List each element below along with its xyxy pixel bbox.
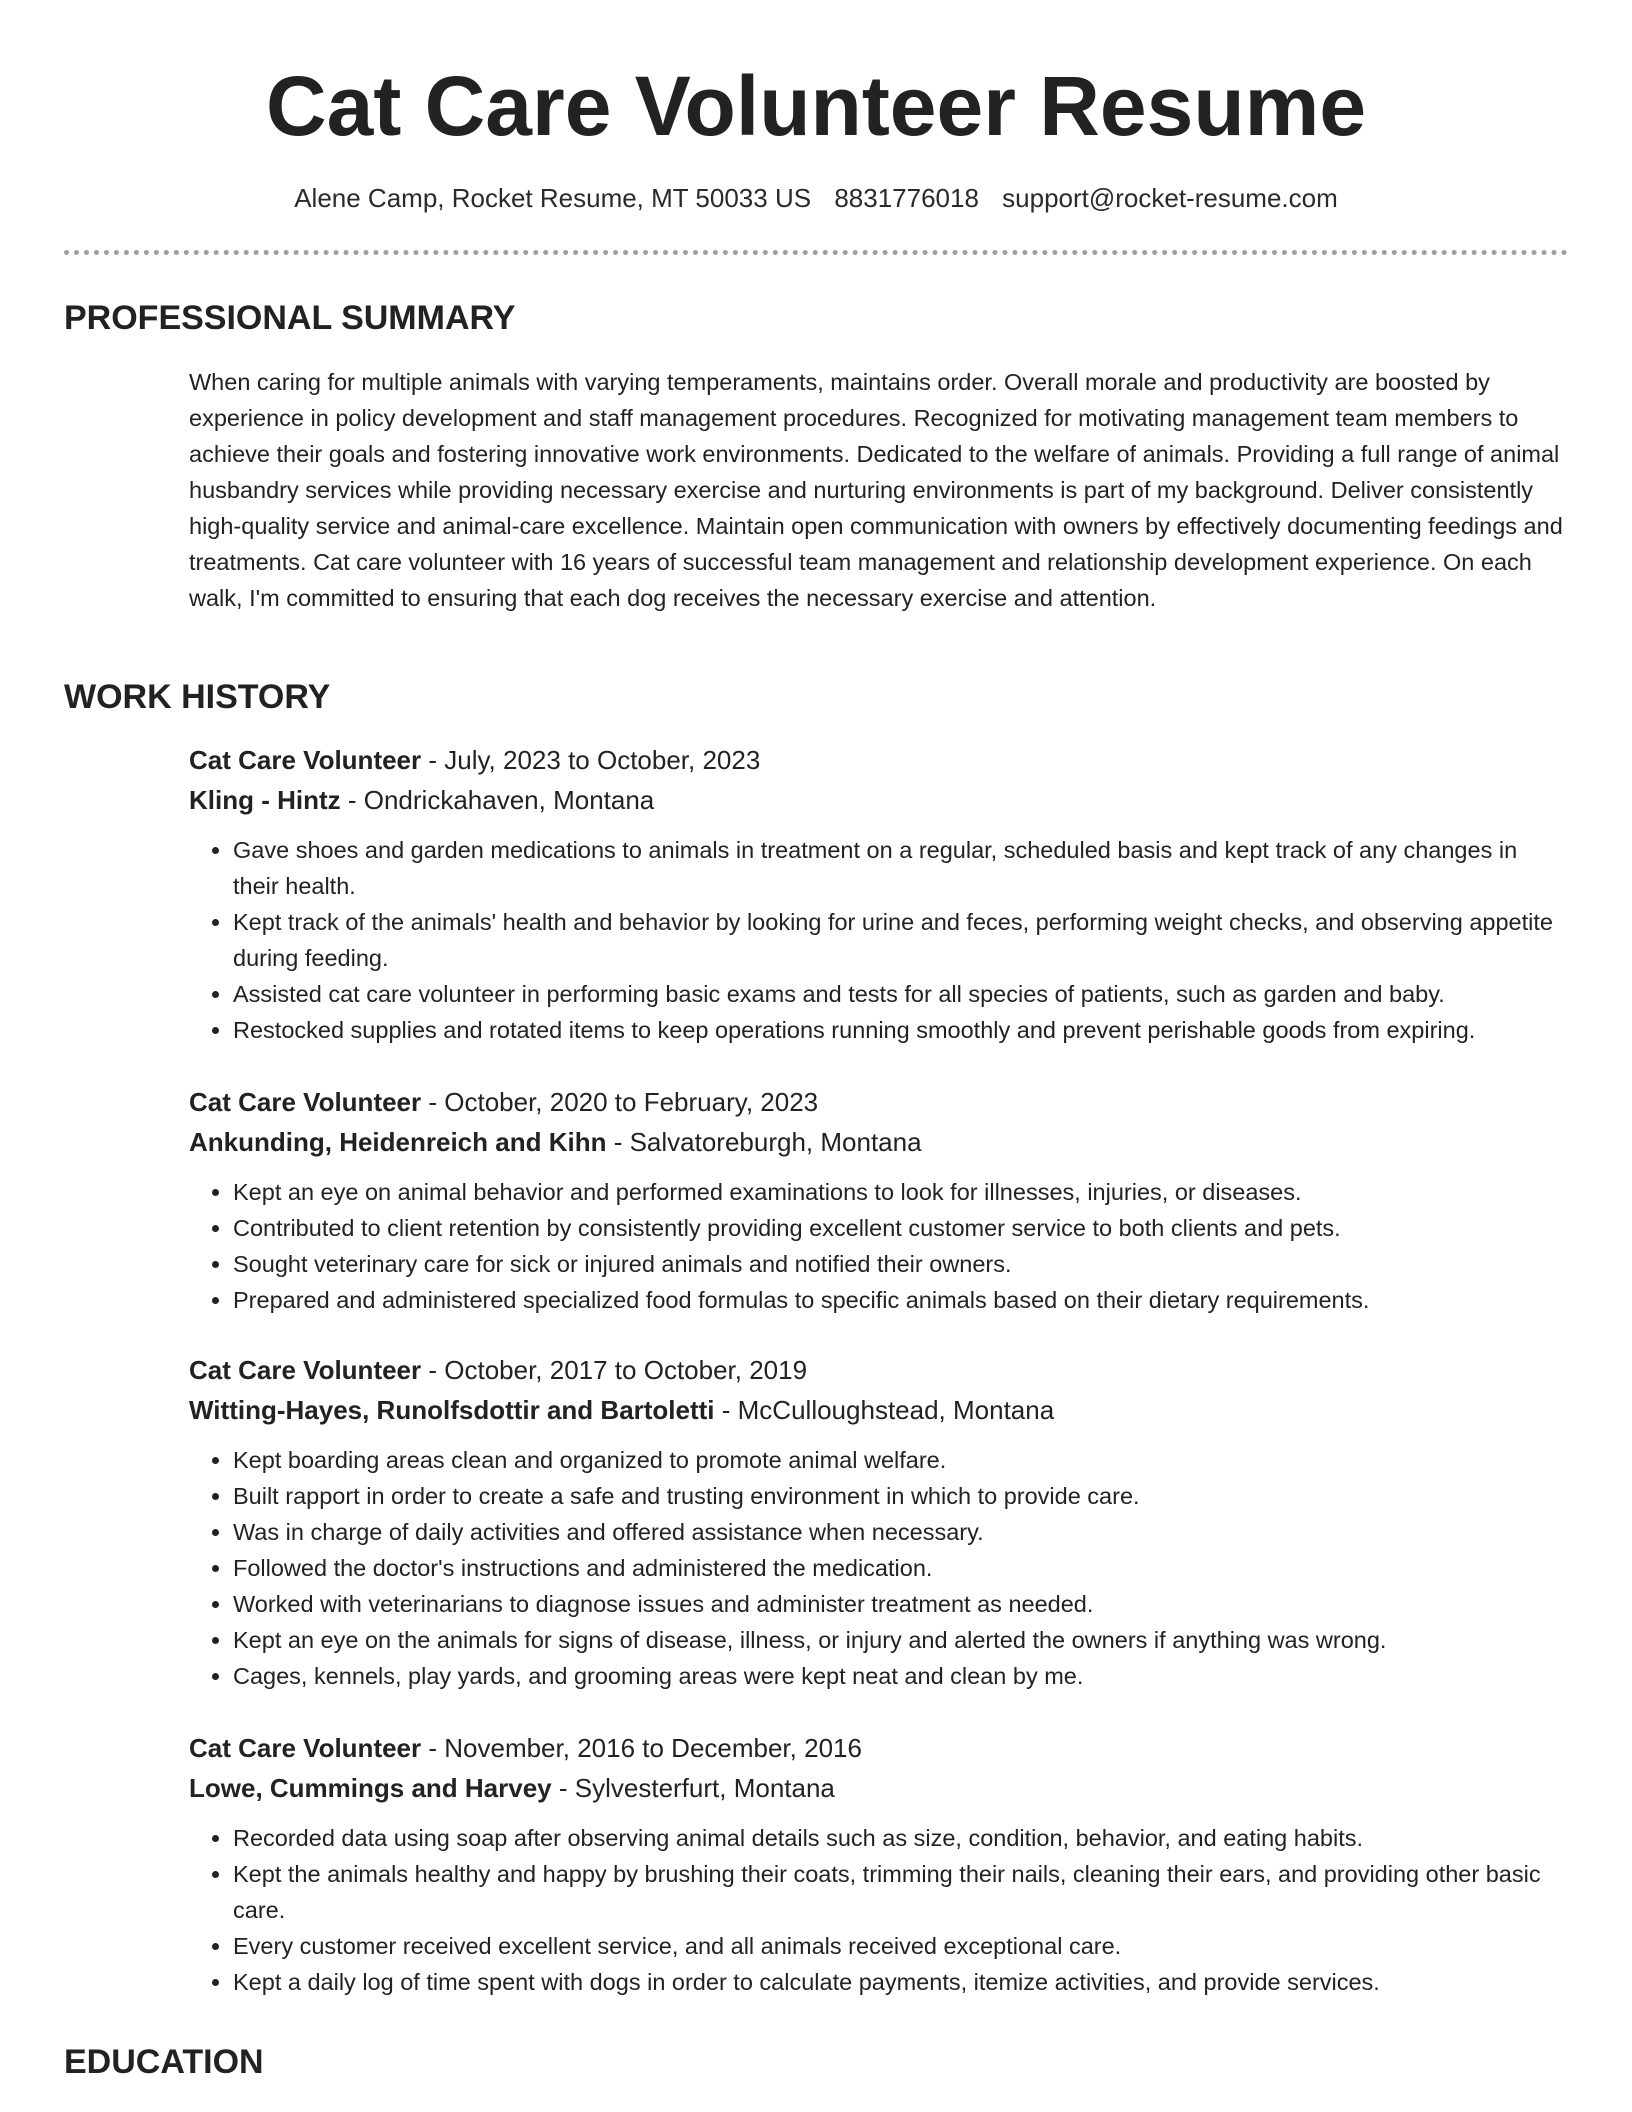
list-item: • Contributed to client retention by consistently providing excellent customer service to both clients and pets. (233, 1210, 1569, 1246)
section-title-education: EDUCATION (64, 2043, 264, 2081)
list-item: • Was in charge of daily activities and offered assistance when necessary. (233, 1514, 1569, 1550)
summary-text: When caring for multiple animals with varying temperaments, maintains order. Overall morale and productivity are boosted by experience in policy development and staff management procedures. Recognized for motivating management team members to achieve their goals and fostering innovative work environments. Dedicated to the welfare of animals. Providing a full range of animal husbandry services while providing necessary exercise and nurturing environments is part of my background. Deliver consistently high-quality service and animal-care excellence. Maintain open communication with owners by effectively documenting feedings and treatments. Cat care volunteer with 16 years of successful team management and relationship development experience. On each walk, I'm committed to ensuring that each dog receives the necessary exercise and attention. (189, 369, 1563, 611)
list-item: • Prepared and administered specialized food formulas to specific animals based on their dietary requirements. (233, 1282, 1569, 1318)
job-bullets (189, 1442, 1569, 1694)
job-bullets (189, 1820, 1569, 2000)
job-title-line (189, 1728, 1569, 1768)
job-dates: - July, 2023 to October, 2023 (421, 745, 761, 775)
list-item: • Assisted cat care volunteer in performing basic exams and tests for all species of patients, such as garden and baby. (233, 976, 1569, 1012)
job-company: Witting-Hayes, Runolfsdottir and Bartoletti (189, 1395, 715, 1425)
list-item: • Recorded data using soap after observing animal details such as size, condition, behavior, and eating habits. (233, 1820, 1569, 1856)
job-entry (189, 740, 1569, 1048)
job-location: - Salvatoreburgh, Montana (606, 1127, 922, 1157)
list-item: • Kept boarding areas clean and organized to promote animal welfare. (233, 1442, 1569, 1478)
list-item: • Sought veterinary care for sick or injured animals and notified their owners. (233, 1246, 1569, 1282)
list-item: • Every customer received excellent service, and all animals received exceptional care. (233, 1928, 1569, 1964)
contact-phone: 8831776018 (834, 183, 979, 213)
job-entry (189, 1350, 1569, 1694)
list-item: • Kept the animals healthy and happy by brushing their coats, trimming their nails, cleaning their ears, and providing other basic care. (233, 1856, 1569, 1928)
list-item: • Kept track of the animals' health and behavior by looking for urine and feces, performing weight checks, and observing appetite during feeding. (233, 904, 1569, 976)
job-bullets (189, 1174, 1569, 1318)
list-item: • Cages, kennels, play yards, and grooming areas were kept neat and clean by me. (233, 1658, 1569, 1694)
job-company: Lowe, Cummings and Harvey (189, 1773, 552, 1803)
header-divider (64, 250, 1568, 255)
job-title: Cat Care Volunteer (189, 1087, 422, 1117)
list-item: • Gave shoes and garden medications to animals in treatment on a regular, scheduled basis and kept track of any changes in their health. (233, 832, 1569, 904)
job-dates: - November, 2016 to December, 2016 (421, 1733, 862, 1763)
contact-line (64, 180, 1568, 216)
job-location: - McCulloughstead, Montana (714, 1395, 1055, 1425)
job-title-line (189, 740, 1569, 780)
job-company: Kling - Hintz (189, 785, 341, 815)
section-title-work: WORK HISTORY (64, 678, 331, 716)
job-title: Cat Care Volunteer (189, 1733, 422, 1763)
job-title: Cat Care Volunteer (189, 745, 422, 775)
job-title-line (189, 1350, 1569, 1390)
job-company-line (189, 1390, 1569, 1430)
list-item: • Worked with veterinarians to diagnose issues and administer treatment as needed. (233, 1586, 1569, 1622)
job-company: Ankunding, Heidenreich and Kihn (189, 1127, 607, 1157)
resume-title: Cat Care Volunteer Resume (265, 59, 1367, 153)
job-location: - Sylvesterfurt, Montana (551, 1773, 835, 1803)
job-dates: - October, 2017 to October, 2019 (421, 1355, 808, 1385)
list-item: • Kept an eye on the animals for signs of disease, illness, or injury and alerted the owners if anything was wrong. (233, 1622, 1569, 1658)
job-entry (189, 1728, 1569, 2000)
job-company-line (189, 1768, 1569, 1808)
job-dates: - October, 2020 to February, 2023 (421, 1087, 819, 1117)
list-item: • Restocked supplies and rotated items to keep operations running smoothly and prevent perishable goods from expiring. (233, 1012, 1569, 1048)
job-title: Cat Care Volunteer (189, 1355, 422, 1385)
list-item: • Followed the doctor's instructions and administered the medication. (233, 1550, 1569, 1586)
section-title-summary: PROFESSIONAL SUMMARY (64, 299, 516, 337)
job-location: - Ondrickahaven, Montana (340, 785, 655, 815)
job-company-line (189, 780, 1569, 820)
job-title-line (189, 1082, 1569, 1122)
contact-email: support@rocket-resume.com (1002, 183, 1338, 213)
list-item: • Kept an eye on animal behavior and performed examinations to look for illnesses, injuries, or diseases. (233, 1174, 1569, 1210)
list-item: • Built rapport in order to create a safe and trusting environment in which to provide care. (233, 1478, 1569, 1514)
list-item: • Kept a daily log of time spent with dogs in order to calculate payments, itemize activities, and provide services. (233, 1964, 1569, 2000)
job-bullets (189, 832, 1569, 1048)
contact-address: Alene Camp, Rocket Resume, MT 50033 US (294, 183, 812, 213)
job-entry (189, 1082, 1569, 1318)
job-company-line (189, 1122, 1569, 1162)
